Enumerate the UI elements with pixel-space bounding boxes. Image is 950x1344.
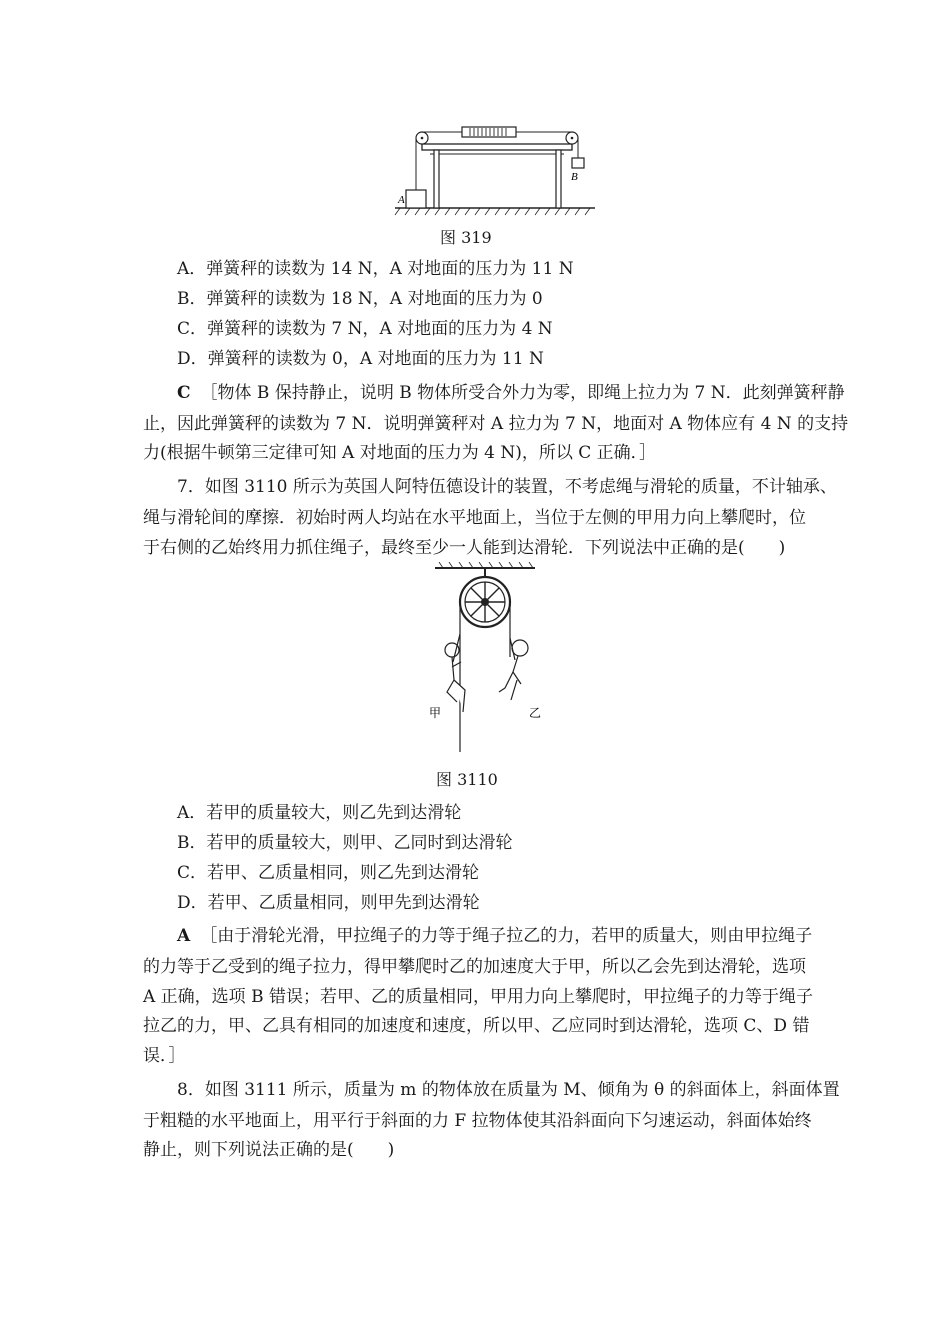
q7-explanation-line1 — [177, 926, 812, 946]
figure-3110-caption: 图 3110 — [436, 770, 498, 789]
q7-explanation-line5: 误．］ — [143, 1046, 186, 1066]
q6-explanation-line2: 止，因此弹簧秤的读数为 7 N．说明弹簧秤对 A 拉力为 7 N，地面对 A 物体应有 4 N 的支持 — [143, 414, 849, 434]
figure-3110 — [425, 562, 545, 762]
label-B: B — [571, 171, 578, 183]
q7-option-c: C．若甲、乙质量相同，则乙先到达滑轮 — [177, 863, 480, 883]
q6-option-c: C．弹簧秤的读数为 7 N，A 对地面的压力为 4 N — [177, 319, 553, 339]
q7-explanation-line4: 拉乙的力，甲、乙具有相同的加速度和速度，所以甲、乙应同时到达滑轮，选项 C、D 错 — [143, 1016, 810, 1036]
figure-319-caption: 图 319 — [440, 228, 492, 247]
q7-stem-line1: 7．如图 3110 所示为英国人阿特伍德设计的装置，不考虑绳与滑轮的质量，不计轴承、 — [177, 477, 837, 497]
q8-stem-line2: 于粗糙的水平地面上，用平行于斜面的力 F 拉物体使其沿斜面向下匀速运动，斜面体始终 — [143, 1111, 812, 1131]
q6-explanation-line3: 力(根据牛顿第三定律可知 A 对地面的压力为 4 N)，所以 C 正确．］ — [143, 443, 657, 463]
q7-option-d: D．若甲、乙质量相同，则甲先到达滑轮 — [177, 893, 480, 913]
climber-left — [445, 634, 465, 712]
q7-answer-letter: A — [177, 926, 191, 946]
q7-explanation-line3: A 正确，选项 B 错误；若甲、乙的质量相同，甲用力向上攀爬时，甲拉绳子的力等于绳子 — [143, 987, 813, 1007]
q6-option-a: A．弹簧秤的读数为 14 N，A 对地面的压力为 11 N — [177, 259, 574, 279]
q7-option-a: A．若甲的质量较大，则乙先到达滑轮 — [177, 803, 462, 823]
atwood-pulley-diagram — [425, 562, 545, 762]
label-A: A — [398, 194, 405, 206]
q7-option-b: B．若甲的质量较大，则甲、乙同时到达滑轮 — [177, 833, 513, 853]
q7-stem-line3: 于右侧的乙始终用力抓住绳子，最终至少一人能到达滑轮．下列说法中正确的是( ) — [143, 538, 786, 558]
figure-319 — [390, 120, 600, 220]
q7-stem-line2: 绳与滑轮间的摩擦．初始时两人均站在水平地面上，当位于左侧的甲用力向上攀爬时，位 — [143, 508, 806, 528]
label-jia: 甲 — [429, 706, 442, 720]
q6-explanation-text-1: ［物体 B 保持静止，说明 B 物体所受合外力为零，即绳上拉力为 7 N．此刻弹簧秤静 — [200, 383, 845, 403]
q6-option-d: D．弹簧秤的读数为 0，A 对地面的压力为 11 N — [177, 349, 544, 369]
q6-answer-letter: C — [177, 383, 191, 403]
climber-right — [499, 638, 528, 700]
q8-stem-line3: 静止，则下列说法正确的是( ) — [143, 1140, 395, 1160]
q7-explanation-line2: 的力等于乙受到的绳子拉力，得甲攀爬时乙的加速度大于甲，所以乙会先到达滑轮，选项 — [143, 957, 806, 977]
q6-option-b: B．弹簧秤的读数为 18 N，A 对地面的压力为 0 — [177, 289, 543, 309]
q7-explanation-text-1: ［由于滑轮光滑，甲拉绳子的力等于绳子拉乙的力，若甲的质量大，则由甲拉绳子 — [200, 926, 813, 946]
table-pulley-diagram — [390, 120, 600, 220]
label-yi: 乙 — [529, 706, 542, 720]
q6-explanation-line1 — [177, 383, 845, 403]
q8-stem-line1: 8．如图 3111 所示，质量为 m 的物体放在质量为 M、倾角为 θ 的斜面体上，斜面体置 — [177, 1080, 840, 1100]
